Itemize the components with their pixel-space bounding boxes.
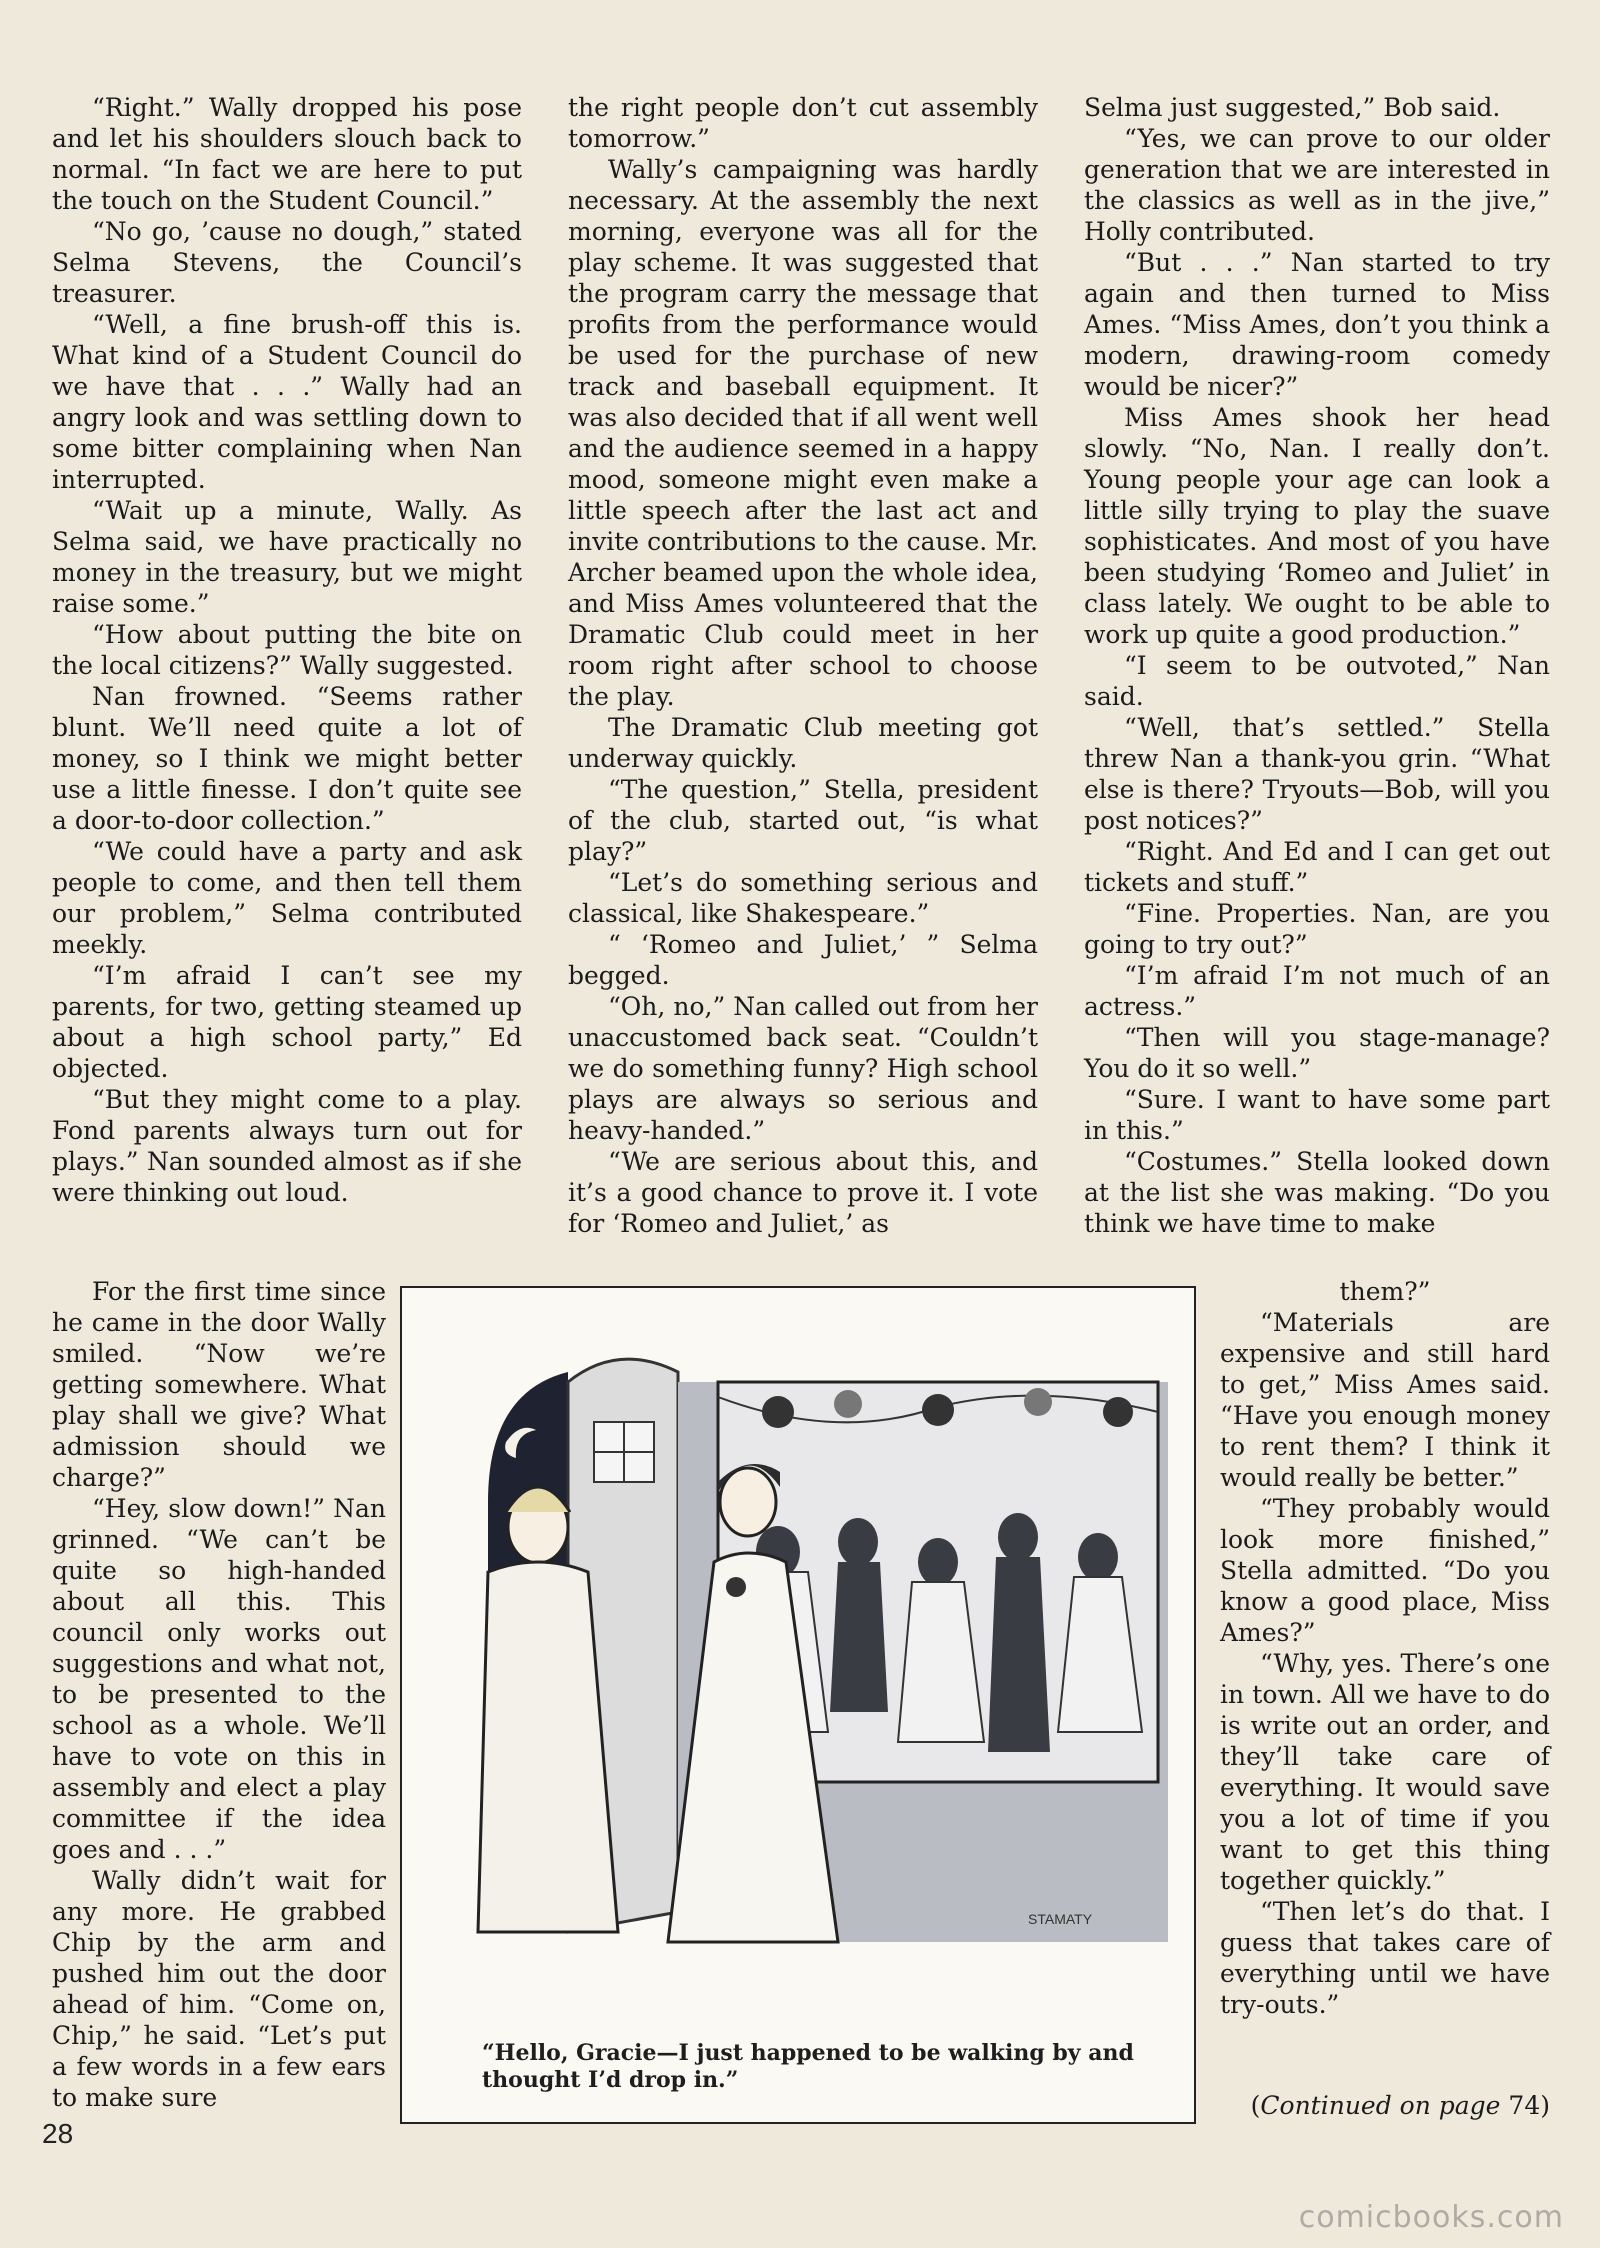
continued-line [1220,2090,1550,2121]
paragraph: “How about putting the bite on the local citizens?” Wally suggested. [52,620,522,680]
paragraph: “Then will you stage-manage? You do it so well.” [1084,1023,1550,1083]
paragraph: “Well, that’s settled.” Stella threw Nan a thank-you grin. “What else is there? Tryouts—Bob, will you post notices?” [1084,713,1550,835]
cartoon-drawing [418,1312,1178,2032]
paragraph: “Right. And Ed and I can get out tickets and stuff.” [1084,837,1550,897]
paragraph: Miss Ames shook her head slowly. “No, Nan. I really don’t. Young people your age can look a little silly trying to play the suave sophisticates. And most of you have been studying ‘Romeo and Juliet’ in class lately. We ought to be able to work up quite a good production.” [1084,403,1550,649]
paragraph: “Wait up a minute, Wally. As Selma said, we have practically no money in the treasury, but we might raise some.” [52,496,522,618]
paragraph: “Hey, slow down!” Nan grinned. “We can’t be quite so high-handed about all this. This council only works out suggestions and what not, to be presented to the school as a whole. We’ll have to vote on this in assembly and elect a play committee if the idea goes and . . .” [52,1494,386,1864]
paragraph: “Sure. I want to have some part in this.” [1084,1085,1550,1145]
page-number: 28 [42,2118,74,2149]
paragraph: “The question,” Stella, president of the club, started out, “is what play?” [568,775,1038,866]
paragraph: “I’m afraid I’m not much of an actress.” [1084,961,1550,1021]
column-3-bottom [1220,1276,1550,2020]
column-1-top [52,92,522,1208]
continued-page: 74 [1508,2091,1541,2120]
continued-open: ( [1250,2091,1261,2120]
watermark: comicbooks.com [1298,2200,1564,2235]
paragraph: “We are serious about this, and it’s a good chance to prove it. I vote for ‘Romeo and Juliet,’ as [568,1147,1038,1238]
paragraph: “ ‘Romeo and Juliet,’ ” Selma begged. [568,930,1038,990]
paragraph-continued: the right people don’t cut assembly tomorrow.” [568,93,1038,153]
paragraph: “Costumes.” Stella looked down at the list she was making. “Do you think we have time to make [1084,1147,1550,1238]
paragraph: Nan frowned. “Seems rather blunt. We’ll need quite a lot of money, so I think we might better use a little finesse. I don’t quite see a door-to-door collection.” [52,682,522,835]
paragraph: Wally’s campaigning was hardly necessary. At the assembly the next morning, everyone was all for the play scheme. It was suggested that the program carry the message that profits from the performance would be used for the purchase of new track and baseball equipment. It was also decided that if all went well and the audience seemed in a happy mood, someone might even make a little speech after the last act and invite contributions to the cause. Mr. Archer beamed upon the whole idea, and Miss Ames volunteered that the Dramatic Club could meet in her room right after school to choose the play. [568,155,1038,711]
paragraph: “Oh, no,” Nan called out from her unaccustomed back seat. “Couldn’t we do something funny? High school plays are always so serious and heavy-handed.” [568,992,1038,1145]
paragraph-continued: them?” [1339,1277,1431,1306]
illustration-caption: “Hello, Gracie—I just happened to be walking by and thought I’d drop in.” [482,2040,1134,2093]
paragraph: “We could have a party and ask people to come, and then tell them our problem,” Selma contributed meekly. [52,837,522,959]
continued-close: ) [1540,2091,1550,2120]
paragraph: The Dramatic Club meeting got underway quickly. [568,713,1038,773]
paragraph: “But they might come to a play. Fond parents always turn out for plays.” Nan sounded almost as if she were thinking out loud. [52,1085,522,1207]
paragraph: “Then let’s do that. I guess that takes care of everything until we have try-outs.” [1220,1897,1550,2019]
cartoon-illustration [400,1286,1196,2124]
paragraph: “But . . .” Nan started to try again and then turned to Miss Ames. “Miss Ames, don’t you think a modern, drawing-room comedy would be nicer?” [1084,248,1550,401]
continued-label: Continued on page [1260,2091,1501,2120]
paragraph: “They probably would look more finished,” Stella admitted. “Do you know a good place, Miss Ames?” [1220,1494,1550,1647]
paragraph: “Let’s do something serious and classical, like Shakespeare.” [568,868,1038,928]
paragraph: Wally didn’t wait for any more. He grabbed Chip by the arm and pushed him out the door ahead of him. “Come on, Chip,” he said. “Let’s put a few words in a few ears to make sure [52,1866,386,2112]
column-2 [568,92,1038,1239]
paragraph: “Why, yes. There’s one in town. All we have to do is write out an order, and they’ll take care of everything. It would save you a lot of time if you want to get this thing together quickly.” [1220,1649,1550,1895]
paragraph: “Well, a fine brush-off this is. What kind of a Student Council do we have that . . .” Wally had an angry look and was settling down to some bitter complaining when Nan interrupted. [52,310,522,494]
paragraph: “Yes, we can prove to our older generation that we are interested in the classics as well as in the jive,” Holly contributed. [1084,124,1550,246]
paragraph-continued: Selma just suggested,” Bob said. [1084,93,1501,122]
paragraph: “Materials are expensive and still hard to get,” Miss Ames said. “Have you enough money to rent them? I think it would really be better.” [1220,1308,1550,1492]
column-3-top [1084,92,1550,1239]
paragraph: For the first time since he came in the door Wally smiled. “Now we’re getting somewhere. What play shall we give? What admission should we charge?” [52,1277,386,1492]
paragraph: “I seem to be outvoted,” Nan said. [1084,651,1550,711]
artist-signature: STAMATY [1028,1911,1093,1927]
paragraph: “Right.” Wally dropped his pose and let his shoulders slouch back to normal. “In fact we are here to put the touch on the Student Council.” [52,93,522,215]
paragraph: “Fine. Properties. Nan, are you going to try out?” [1084,899,1550,959]
paragraph: “I’m afraid I can’t see my parents, for two, getting steamed up about a high school party,” Ed objected. [52,961,522,1083]
column-1-bottom [52,1276,386,2113]
paragraph: “No go, ’cause no dough,” stated Selma Stevens, the Council’s treasurer. [52,217,522,308]
